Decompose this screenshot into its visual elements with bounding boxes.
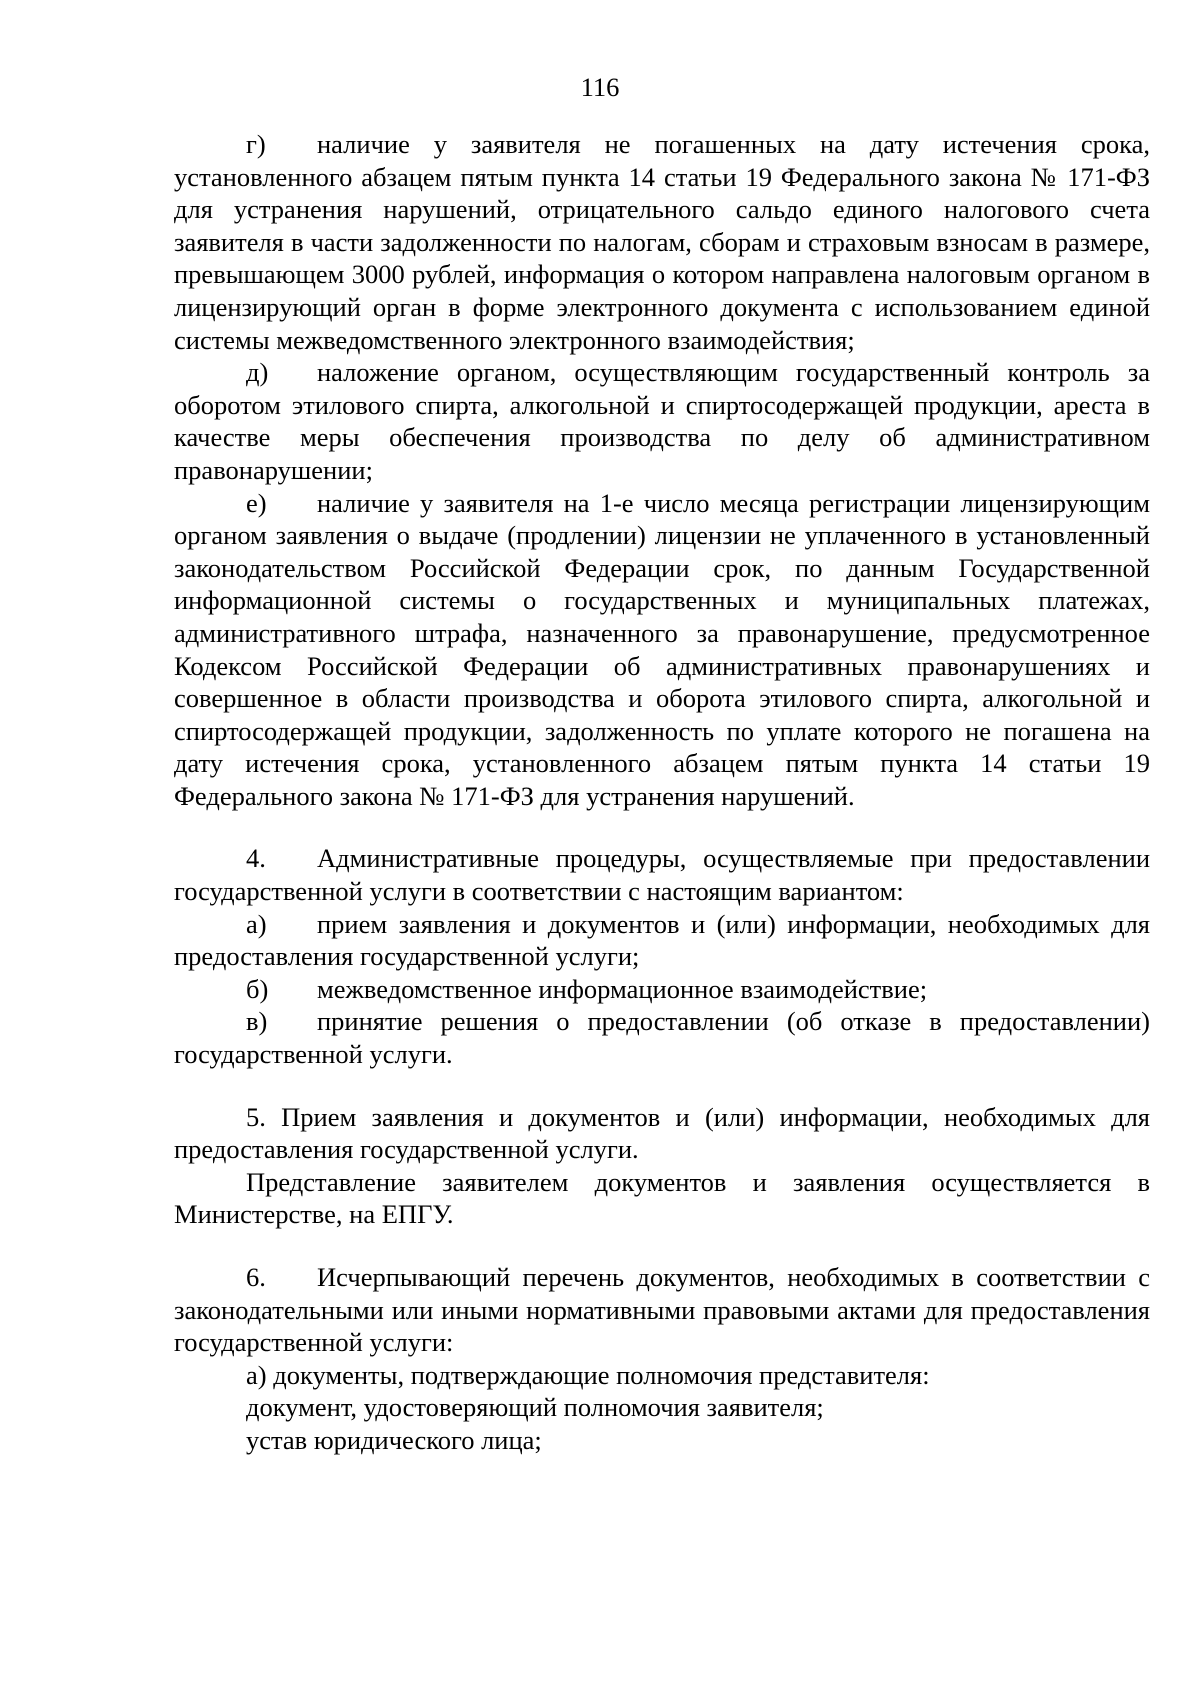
paragraph-text: Административные процедуры, осуществляемые при предоставлении государственной услуги в соответствии с настоящим вариантом: <box>174 843 1150 907</box>
paragraph-e <box>174 487 1150 813</box>
paragraph-g <box>174 128 1150 356</box>
item-marker: 4. <box>246 843 266 874</box>
paragraph-4 <box>174 842 1150 907</box>
paragraph-5: 5. Прием заявления и документов и (или) информации, необходимых для предоставления государственной услуги. <box>174 1101 1150 1165</box>
paragraph-6a: а) документы, подтверждающие полномочия представителя: <box>246 1359 930 1390</box>
paragraph-4b <box>174 973 1150 1006</box>
paragraph-text: наличие у заявителя не погашенных на дату истечения срока, установленного абзацем пятым пункта 14 статьи 19 Федерального закона № 171-ФЗ для устранения нарушений, отрицательного сальдо единого налогового счета заявителя в части задолженности по налогам, сборам и страховым взносам в размере, превышающем 3000 рублей, информация о котором направлена налоговым органом в лицензирующий орган в форме электронного документа с использованием единой системы межведомственного электронного взаимодействия; <box>174 129 1150 355</box>
paragraph-text: принятие решения о предоставлении (об отказе в предоставлении) государственной услуги. <box>174 1006 1150 1070</box>
item-marker: е) <box>246 487 267 518</box>
spacer <box>174 1071 1150 1101</box>
paragraph-text: прием заявления и документов и (или) информации, необходимых для предоставления государственной услуги; <box>174 908 1150 972</box>
paragraph-6a-item-2: устав юридического лица; <box>246 1424 542 1455</box>
paragraph-text: наличие у заявителя на 1-е число месяца регистрации лицензирующим органом заявления о выдаче (продлении) лицензии не уплаченного в установленный законодательством Российской Федерации срок, по данным Государственной информационной системы о государственных и муниципальных платежах, административного штрафа, назначенного за правонарушение, предусмотренное Кодексом Российской Федерации об административных правонарушениях и совершенное в области производства и оборота этилового спирта, алкогольной и спиртосодержащей продукции, задолженность по уплате которого не погашена на дату истечения срока, установленного абзацем пятым пункта 14 статьи 19 Федерального закона № 171-ФЗ для устранения нарушений. <box>174 487 1150 811</box>
paragraph-6a-item-1: документ, удостоверяющий полномочия заявителя; <box>246 1392 824 1423</box>
paragraph-5-submission: Представление заявителем документов и заявления осуществляется в Министерстве, на ЕПГУ. <box>174 1166 1150 1230</box>
item-marker: в) <box>246 1006 268 1037</box>
paragraph-4v <box>174 1005 1150 1070</box>
spacer <box>174 812 1150 842</box>
item-marker: д) <box>246 357 269 388</box>
item-marker: б) <box>246 973 269 1004</box>
spacer <box>174 1231 1150 1261</box>
document-body <box>174 128 1150 1457</box>
paragraph-d <box>174 356 1150 486</box>
item-marker: 6. <box>246 1262 266 1292</box>
item-marker: а) <box>246 908 267 939</box>
paragraph-text: наложение органом, осуществляющим государственный контроль за оборотом этилового спирта, алкогольной и спиртосодержащей продукции, ареста в качестве меры обеспечения производства по делу об административном правонарушении; <box>174 357 1150 485</box>
paragraph-4a <box>174 908 1150 973</box>
item-marker: г) <box>246 129 266 159</box>
paragraph-6 <box>174 1261 1150 1359</box>
paragraph-text: Исчерпывающий перечень документов, необходимых в соответствии с законодательными или иными нормативными правовыми актами для предоставления государственной услуги: <box>174 1262 1150 1358</box>
paragraph-text: межведомственное информационное взаимодействие; <box>317 973 928 1004</box>
page-number: 116 <box>580 72 620 102</box>
